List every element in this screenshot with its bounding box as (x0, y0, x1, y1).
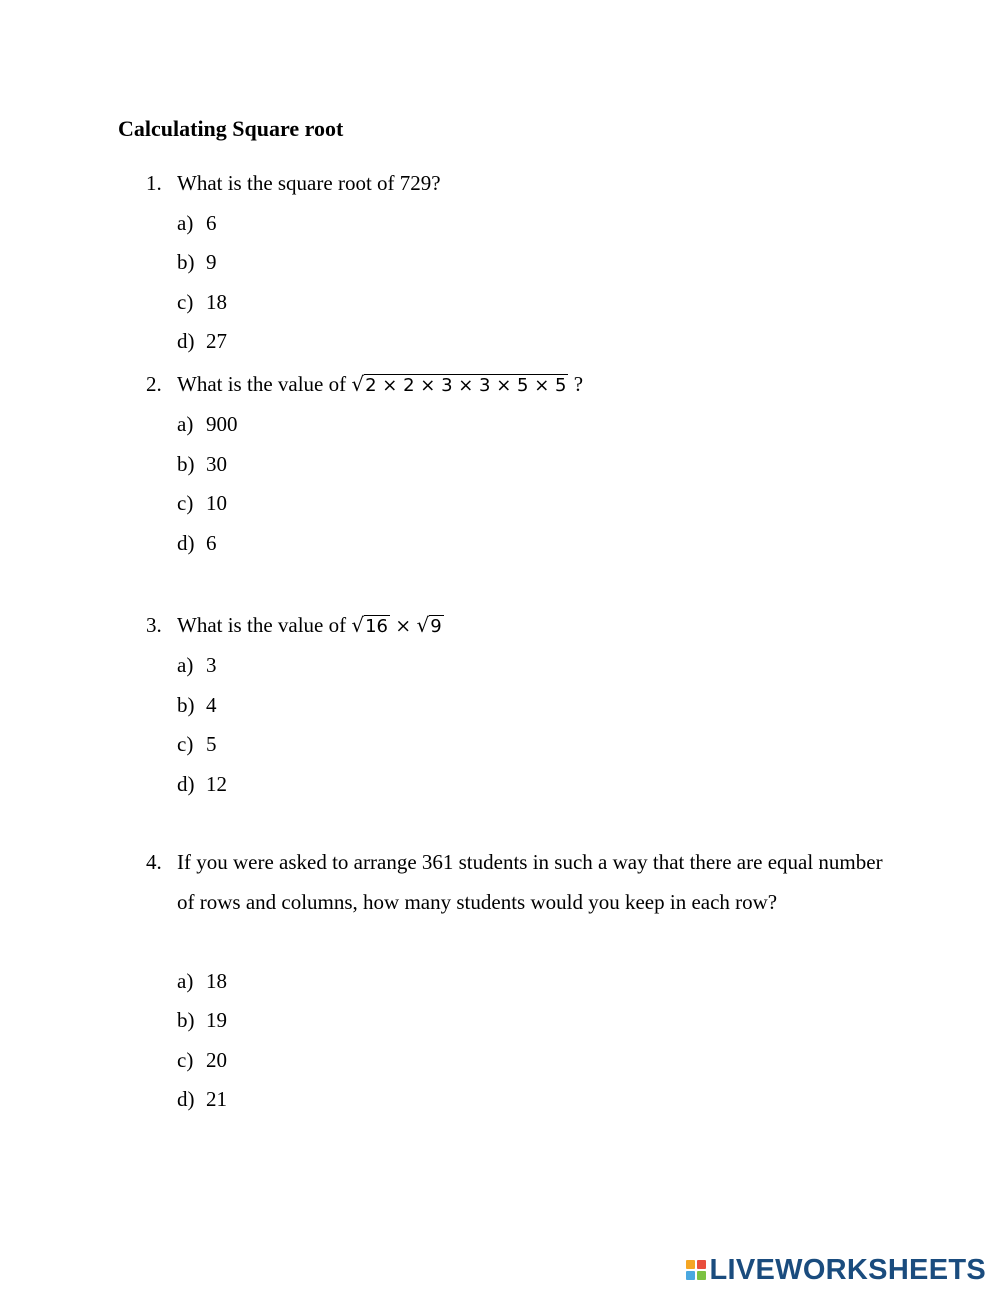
option-value: 6 (206, 211, 217, 235)
option-letter: b) (177, 693, 195, 717)
question-text (177, 606, 444, 647)
option-letter: c) (177, 290, 194, 314)
option-1c[interactable] (177, 287, 227, 317)
worksheet-title: Calculating Square root (118, 116, 344, 141)
radicand: 16 (365, 616, 389, 637)
question-number: 3. (146, 613, 162, 637)
option-letter: a) (177, 653, 194, 677)
option-value: 12 (206, 772, 227, 796)
option-3c[interactable] (177, 729, 217, 759)
option-2d[interactable] (177, 528, 217, 558)
option-2c[interactable] (177, 488, 227, 518)
question-text-before: What is the value of (177, 372, 347, 396)
logo-mark-icon (686, 1260, 706, 1280)
option-3a[interactable] (177, 650, 217, 680)
option-4d[interactable] (177, 1084, 227, 1114)
radicand: 2 × 2 × 3 × 3 × 5 × 5 (365, 375, 567, 396)
question-number: 1. (146, 171, 162, 195)
logo-text: LIVEWORKSHEETS (709, 1253, 986, 1286)
option-value: 3 (206, 653, 217, 677)
option-4c[interactable] (177, 1045, 227, 1075)
option-4b[interactable] (177, 1005, 227, 1035)
option-value: 900 (206, 412, 238, 436)
option-letter: c) (177, 1048, 194, 1072)
option-value: 18 (206, 290, 227, 314)
logo-square (697, 1271, 706, 1280)
question-text-after: ? (568, 372, 584, 396)
radicand: 9 (430, 616, 442, 637)
option-1b[interactable] (177, 247, 217, 277)
option-value: 27 (206, 329, 227, 353)
option-letter: a) (177, 412, 194, 436)
option-value: 4 (206, 693, 217, 717)
question-text: If you were asked to arrange 361 students in such a way that there are equal number of rows and columns, how many students would you keep in each row? (177, 850, 883, 914)
question-text: What is the square root of 729? (177, 171, 441, 195)
option-letter: a) (177, 211, 194, 235)
option-3d[interactable] (177, 769, 227, 799)
question-text (177, 365, 583, 406)
option-value: 10 (206, 491, 227, 515)
option-letter: a) (177, 969, 194, 993)
option-value: 20 (206, 1048, 227, 1072)
option-letter: d) (177, 329, 195, 353)
option-value: 9 (206, 250, 217, 274)
square-root-expression: √9 (416, 613, 442, 637)
square-root-expression: √16 (351, 613, 389, 637)
option-value: 30 (206, 452, 227, 476)
option-value: 5 (206, 732, 217, 756)
option-value: 18 (206, 969, 227, 993)
liveworksheets-logo (686, 1252, 987, 1288)
option-letter: b) (177, 1008, 195, 1032)
multiply-operator: × (395, 615, 412, 637)
question-number: 2. (146, 372, 162, 396)
question-number: 4. (146, 850, 162, 874)
logo-square (686, 1271, 695, 1280)
option-letter: d) (177, 1087, 195, 1111)
logo-square (697, 1260, 706, 1269)
option-4a[interactable] (177, 966, 227, 996)
option-3b[interactable] (177, 690, 217, 720)
option-1a[interactable] (177, 208, 217, 238)
logo-square (686, 1260, 695, 1269)
square-root-expression: √2 × 2 × 3 × 3 × 5 × 5 (351, 372, 567, 396)
option-2b[interactable] (177, 449, 227, 479)
option-value: 21 (206, 1087, 227, 1111)
question-text-before: What is the value of (177, 613, 347, 637)
option-letter: b) (177, 250, 195, 274)
option-letter: c) (177, 732, 194, 756)
option-letter: d) (177, 772, 195, 796)
option-letter: c) (177, 491, 194, 515)
option-value: 6 (206, 531, 217, 555)
option-1d[interactable] (177, 326, 227, 356)
option-2a[interactable] (177, 409, 238, 439)
option-letter: d) (177, 531, 195, 555)
option-letter: b) (177, 452, 195, 476)
option-value: 19 (206, 1008, 227, 1032)
